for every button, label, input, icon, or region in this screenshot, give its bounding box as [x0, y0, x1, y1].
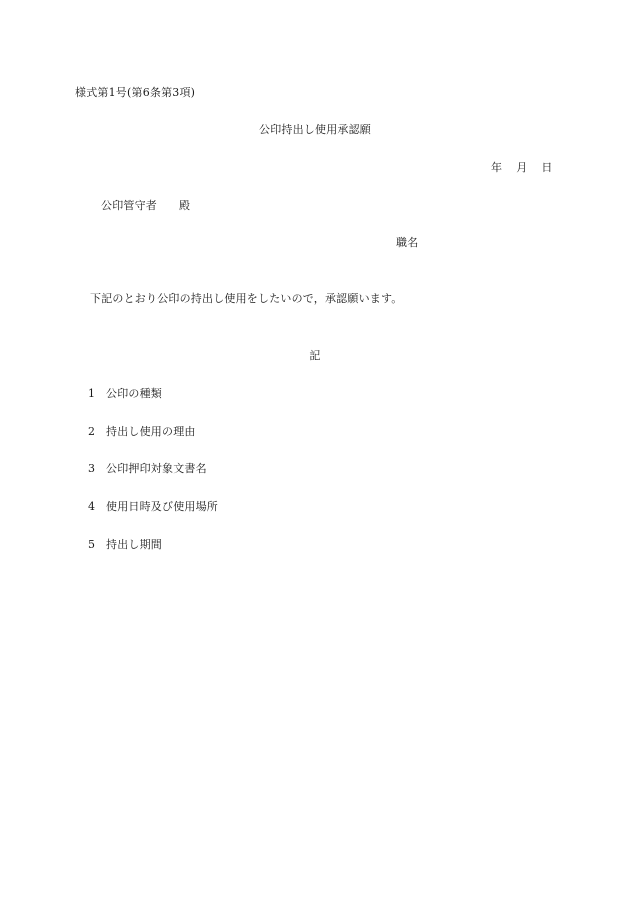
- date-year: 年: [491, 161, 503, 174]
- ki-heading: 記: [309, 349, 321, 362]
- list-item: [88, 539, 162, 550]
- item-number: 1: [88, 387, 96, 400]
- item-label: 公印押印対象文書名: [106, 462, 207, 475]
- item-number: 3: [88, 462, 96, 475]
- form-number: 様式第1号(第6条第3項): [75, 86, 196, 99]
- item-number: 2: [88, 425, 96, 438]
- position-label: 職名: [396, 236, 419, 249]
- list-item: [88, 426, 196, 437]
- item-label: 使用日時及び使用場所: [106, 500, 218, 513]
- date-day: 日: [541, 161, 553, 174]
- item-label: 公印の種類: [106, 387, 162, 400]
- list-item: [88, 388, 162, 399]
- item-number: 5: [88, 538, 96, 551]
- item-label: 持出し期間: [106, 538, 162, 551]
- date-line: [491, 162, 553, 173]
- item-number: 4: [88, 500, 96, 513]
- item-label: 持出し使用の理由: [106, 425, 196, 438]
- list-item: [88, 463, 207, 474]
- document-title: 公印持出し使用承認願: [259, 123, 371, 136]
- date-month: 月: [516, 161, 528, 174]
- request-body-text: 下記のとおり公印の持出し使用をしたいので，承認願います。: [90, 292, 403, 305]
- addressee-honorific: 殿: [179, 199, 191, 212]
- list-item: [88, 501, 218, 512]
- addressee-line: [101, 200, 190, 211]
- addressee-name: 公印管守者: [101, 199, 157, 212]
